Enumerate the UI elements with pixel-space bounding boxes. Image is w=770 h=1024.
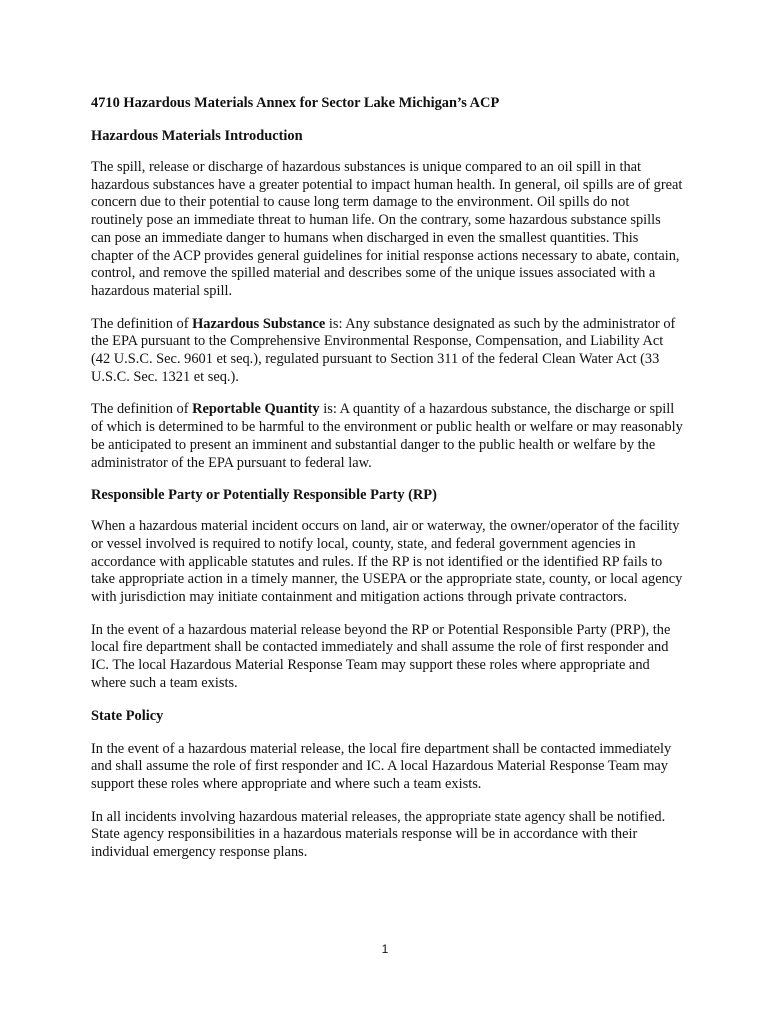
document-page: [91, 95, 683, 877]
definition-body: is: A quantity of a hazardous substance, the discharge or spill of which is determined to be harmful to the environment or public health or welfare or may reasonably be anticipated to present an imminent and substantial danger to the public health or welfare by the administrator of the EPA pursuant to federal law.: [91, 401, 683, 471]
term-hazardous-substance: Hazardous Substance: [192, 315, 326, 332]
definition-prefix: The definition of: [91, 315, 193, 332]
state-policy-paragraph-2: In all incidents involving hazardous material releases, the appropriate state agency shall be notified. State agency responsibilities in a hazardous materials response will be in accordance with their individual emergency response plans.: [91, 808, 666, 861]
section-heading-state-policy: State Policy: [91, 707, 164, 724]
page-number: 1: [381, 942, 389, 956]
section-heading-responsible-party: Responsible Party or Potentially Responsible Party (RP): [91, 487, 437, 504]
definition-prefix: The definition of: [91, 401, 193, 418]
definition-hazardous-substance: [91, 316, 683, 387]
section-heading-introduction: Hazardous Materials Introduction: [91, 128, 303, 144]
introduction-paragraph: The spill, release or discharge of hazardous substances is unique compared to an oil spill in that hazardous substances have a greater potential to impact human health. In general, oil spills are of great concern due to their potential to cause long term damage to the environment. Oil spills do not routinely pose an immediate threat to human life. On the contrary, some hazardous substance spills can pose an immediate danger to humans when discharged in even the smallest quantities. This chapter of the ACP provides general guidelines for initial response actions necessary to abate, contain, control, and remove the spilled material and describes some of the unique issues associated with a hazardous material spill.: [91, 159, 683, 299]
document-title: 4710 Hazardous Materials Annex for Sector Lake Michigan’s ACP: [91, 95, 500, 111]
responsible-party-paragraph-1: When a hazardous material incident occurs on land, air or waterway, the owner/operator of the facility or vessel involved is required to notify local, county, state, and federal government agencies in accordance with applicable statutes and rules. If the RP is not identified or the identified RP fails to take appropriate action in a timely manner, the USEPA or the appropriate state, county, or local agency with jurisdiction may initiate containment and mitigation actions through private contractors.: [91, 518, 683, 606]
state-policy-paragraph-1: In the event of a hazardous material release, the local fire department shall be contacted immediately and shall assume the role of first responder and IC. A local Hazardous Material Response Team may support these roles where appropriate and where such a team exists.: [91, 740, 672, 792]
definition-reportable-quantity: [91, 401, 683, 472]
term-reportable-quantity: Reportable Quantity: [192, 401, 320, 418]
responsible-party-paragraph-2: In the event of a hazardous material release beyond the RP or Potential Responsible Party (PRP), the local fire department shall be contacted immediately and shall assume the role of first responder and IC. The local Hazardous Material Response Team may support these roles where appropriate and where such a team exists.: [91, 621, 671, 691]
definition-body: is: Any substance designated as such by the administrator of the EPA pursuant to the Comprehensive Environmental Response, Compensation, and Liability Act (42 U.S.C. Sec. 9601 et seq.), regulated pursuant to Section 311 of the federal Clean Water Act (33 U.S.C. Sec. 1321 et seq.).: [91, 315, 676, 385]
